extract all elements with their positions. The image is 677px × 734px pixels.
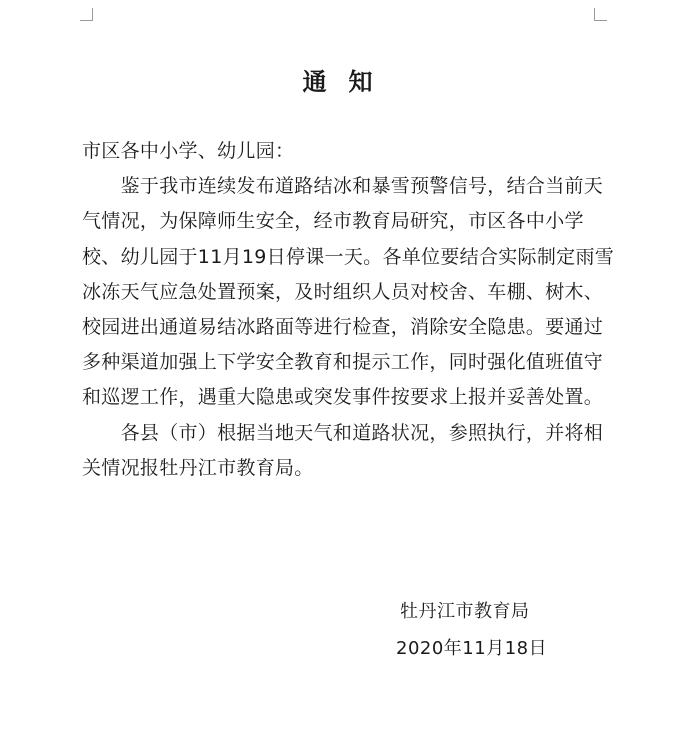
issue-date: 2020年11月18日 <box>396 638 548 659</box>
paragraph-1-line: 和巡逻工作，遇重大隐患或突发事件按要求上报并妥善处置。 <box>82 386 604 408</box>
paragraph-1-line: 气情况，为保障师生安全，经市教育局研究，市区各中小学 <box>82 210 584 232</box>
paragraph-1-line: 校、幼儿园于11月19日停课一天。各单位要结合实际制定雨雪 <box>82 246 615 268</box>
paragraph-1-line: 校园进出通道易结冰路面等进行检查，消除安全隐患。要通过 <box>82 316 604 338</box>
title-char: 知 <box>348 68 375 96</box>
paragraph-2-line: 各县（市）根据当地天气和道路状况，参照执行，并将相 <box>82 422 604 444</box>
salutation: 市区各中小学、幼儿园： <box>82 140 295 162</box>
paragraph-2-line: 关情况报牡丹江市教育局。 <box>82 457 314 479</box>
paragraph-1-line: 多种渠道加强上下学安全教育和提示工作，同时强化值班值守 <box>82 351 604 373</box>
title-char: 通 <box>302 68 329 96</box>
document-title <box>0 62 677 97</box>
paragraph-1-line: 冰冻天气应急处置预案，及时组织人员对校舍、车棚、树木、 <box>82 281 604 303</box>
page-corner-mark-left <box>80 8 93 21</box>
issuer-signature: 牡丹江市教育局 <box>400 601 530 622</box>
paragraph-1-line: 鉴于我市连续发布道路结冰和暴雪预警信号，结合当前天 <box>82 175 604 197</box>
page-corner-mark-right <box>594 8 607 21</box>
